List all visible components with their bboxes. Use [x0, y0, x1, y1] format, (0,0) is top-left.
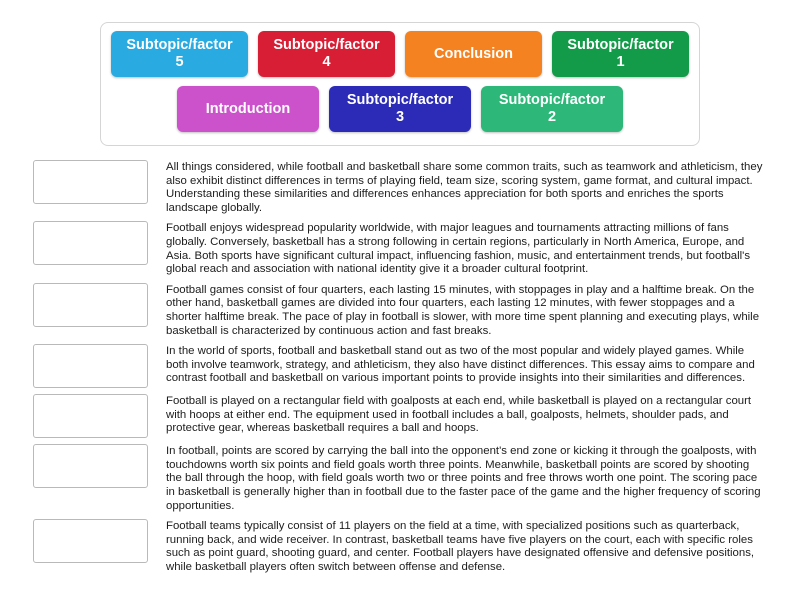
tile-label-line2: 2: [547, 109, 557, 125]
answer-text-2: Football enjoys widespread popularity worldwide, with major leagues and tournaments attracting millions of fans globally. Conversely, basketball has a strong following in certain regions, particularly in North America, Europe, and Asia. Both sports have significant cultural impact, influencing fashion, music, and entertainment trends, but football's global reach and association with national identity give it a broader cultural footprint.: [166, 222, 751, 276]
tile-subtopic-5[interactable]: [111, 31, 248, 77]
tile-label-line2: 4: [322, 54, 331, 70]
tile-subtopic-2[interactable]: [481, 86, 623, 132]
answer-row: [0, 283, 800, 338]
drop-target-1[interactable]: [33, 160, 148, 204]
drop-target-4[interactable]: [33, 344, 148, 388]
answer-row: [0, 221, 800, 276]
answer-text-4: In the world of sports, football and basketball stand out as two of the most popular and widely played games. While both involve teamwork, strategy, and athleticism, they also have distinct differences. This essay aims to compare and contrast football and basketball on various important points to provide insights into their similarities and differences.: [166, 345, 755, 385]
answer-text-3: Football games consist of four quarters, each lasting 15 minutes, with stoppages in play and a halftime break. On the other hand, basketball games are divided into four quarters, each lasting 12 minutes, with fewer stoppages and a shorter halftime break. The pace of play in football is slower, with more time spent planning and executing plays, while basketball is characterized by continuous action and fast breaks.: [166, 283, 760, 337]
tile-label-line1: Subtopic/factor: [273, 37, 380, 53]
tile-label-line1: Subtopic/factor: [126, 37, 233, 53]
tile-row-1: [111, 31, 689, 77]
answer-text-6: In football, points are scored by carrying the ball into the opponent's end zone or kicking it through the goalposts, with touchdowns worth six points and field goals worth three points. Meanwhile, basketball points are scored by shooting the ball through the hoop, with field goals worth two or three points and free throws worth one point. The scoring pace in basketball is generally higher than in football due to the faster pace of the game and the higher frequency of scoring opportunities.: [166, 445, 761, 512]
drop-target-5[interactable]: [33, 394, 148, 438]
answer-text-1: All things considered, while football and basketball share some common traits, such as teamwork and athleticism, they also exhibit distinct differences in terms of playing field, team size, scoring system, game format, and cultural impact. Understanding these similarities and differences enhances appreciation for both sports and enriches the sports landscape globally.: [166, 161, 763, 214]
tile-row-2: [111, 86, 689, 132]
tile-label-line1: Subtopic/factor: [567, 37, 674, 53]
answer-row: [0, 160, 800, 215]
tile-label-line1: Subtopic/factor: [498, 92, 606, 108]
drop-target-6[interactable]: [33, 444, 148, 488]
answer-row: [0, 344, 800, 388]
drop-target-2[interactable]: [33, 221, 148, 265]
tile-label-line1: Introduction: [205, 100, 291, 117]
tile-introduction[interactable]: [177, 86, 319, 132]
draggable-tiles-panel: [100, 22, 700, 146]
tile-conclusion[interactable]: [405, 31, 542, 77]
drop-target-7[interactable]: [33, 519, 148, 563]
answer-list: [0, 160, 800, 580]
answer-text-7: Football teams typically consist of 11 players on the field at a time, with specialized positions such as quarterback, running back, and wide receiver. In contrast, basketball teams have five players on the court, each with specific roles such as point guard, shooting guard, and center. Football players have designated offensive and defensive positions, while basketball players often switch between offense and defense.: [166, 520, 755, 573]
answer-row: [0, 444, 800, 513]
tile-subtopic-1[interactable]: [552, 31, 689, 77]
tile-subtopic-3[interactable]: [329, 86, 471, 132]
tile-subtopic-4[interactable]: [258, 31, 395, 77]
tile-label-line2: 5: [175, 54, 184, 70]
tile-label-line1: Conclusion: [434, 45, 513, 62]
tile-label-line1: Subtopic/factor: [346, 92, 454, 108]
tile-label-line2: 1: [616, 54, 625, 70]
answer-row: [0, 394, 800, 438]
answer-text-5: Football is played on a rectangular field with goalposts at each end, while basketball is played on a rectangular court with hoops at either end. The equipment used in football includes a ball, goalposts, helmets, shoulder pads, and protective gear, whereas basketball requires a ball and hoops.: [166, 395, 752, 435]
tile-label-line2: 3: [395, 109, 405, 125]
answer-row: [0, 519, 800, 574]
drop-target-3[interactable]: [33, 283, 148, 327]
